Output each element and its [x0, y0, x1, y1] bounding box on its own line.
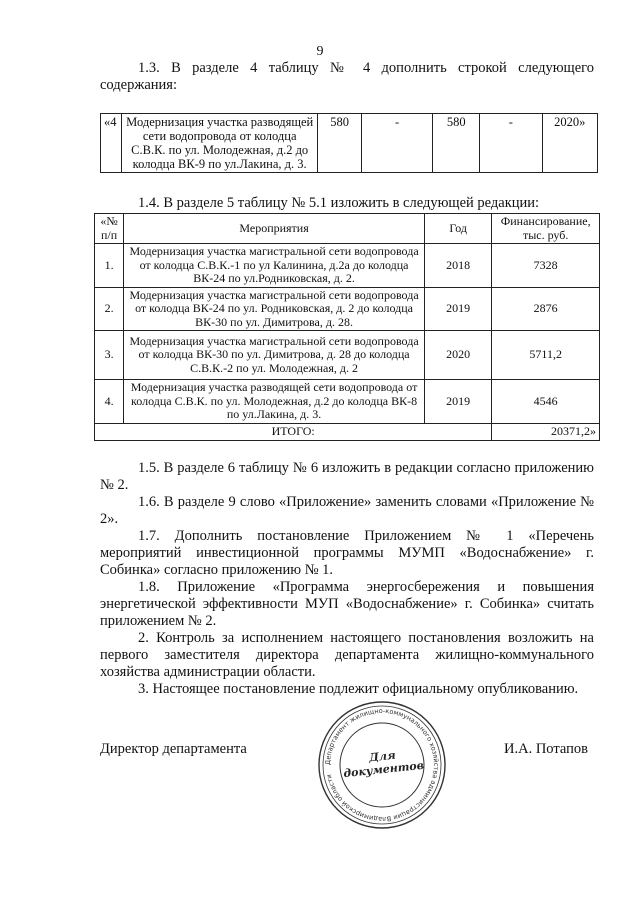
- header-event: Мероприятия: [124, 214, 425, 244]
- table-row: [95, 287, 600, 331]
- paragraph-3: 3. Настоящее постановление подлежит официальному опубликованию.: [138, 681, 579, 697]
- paragraph-1-5: 1.5. В разделе 6 таблицу № 6 изложить в редакции согласно приложению № 2.: [100, 460, 594, 493]
- row-num: 1.: [95, 244, 124, 288]
- table-row: [95, 244, 600, 288]
- cell-v1: 580: [318, 114, 361, 173]
- row-event: Модернизация участка магистральной сети водопровода от колодца ВК-30 по ул. Димитрова, д. 28 до колодца С.В.К.-2 по ул. Молодежная, д. 2: [124, 331, 425, 380]
- seal-ring-text: Департамент жилищно-коммунального хозяйства администрации Владимирской области: [323, 706, 441, 824]
- header-finance: Финансирование, тыс. руб.: [492, 214, 600, 244]
- cell-num: «4: [101, 114, 122, 173]
- table-total-row: [95, 423, 600, 440]
- cell-v4: -: [480, 114, 542, 173]
- table-row: [95, 380, 600, 424]
- header-year: Год: [424, 214, 491, 244]
- row-finance: 4546: [492, 380, 600, 424]
- row-year: 2019: [424, 287, 491, 331]
- table-row: [101, 114, 598, 173]
- page-number: 9: [316, 44, 324, 59]
- header-num: «№ п/п: [95, 214, 124, 244]
- row-finance: 2876: [492, 287, 600, 331]
- row-finance: 5711,2: [492, 331, 600, 380]
- seal-center-text: Для документов: [342, 748, 425, 781]
- paragraph-2: 2. Контроль за исполнением настоящего постановления возложить на первого заместителя директора департамента жилищно-коммунального хозяйства администрации области.: [100, 630, 594, 680]
- cell-v2: -: [361, 114, 432, 173]
- row-year: 2019: [424, 380, 491, 424]
- paragraph-1-3: 1.3. В разделе 4 таблицу № 4 дополнить строкой следующего содержания:: [100, 60, 594, 93]
- row-num: 4.: [95, 380, 124, 424]
- paragraph-1-8: 1.8. Приложение «Программа энергосбережения и повышения энергетической эффективности МУП «Водоснабжение» г. Собинка» считать приложением № 2.: [100, 579, 594, 629]
- table-header-row: [95, 214, 600, 244]
- cell-name: Модернизация участка разводящей сети водопровода от колодца С.В.К. по ул. Молодежная, д.2 до колодца ВК-9 по ул.Лакина, д. 3.: [121, 114, 318, 173]
- row-finance: 7328: [492, 244, 600, 288]
- cell-year: 2020»: [542, 114, 597, 173]
- row-event: Модернизация участка разводящей сети водопровода от колодца С.В.К. по ул. Молодежная, д.2 до колодца ВК-8 по ул.Лакина, д. 3.: [124, 380, 425, 424]
- row-year: 2018: [424, 244, 491, 288]
- row-event: Модернизация участка магистральной сети водопровода от колодца ВК-24 по ул. Родниковская, д. 2 до колодца ВК-30 по ул. Димитрова, д. 28.: [124, 287, 425, 331]
- paragraph-1-4: 1.4. В разделе 5 таблицу № 5.1 изложить в следующей редакции:: [138, 195, 540, 211]
- table-4-row: [100, 113, 598, 173]
- signature-position: Директор департамента: [100, 741, 247, 757]
- cell-v3: 580: [433, 114, 480, 173]
- signature-name: И.А. Потапов: [504, 741, 588, 757]
- paragraph-1-7: 1.7. Дополнить постановление Приложением № 1 «Перечень мероприятий инвестиционной программы МУМП «Водоснабжение» г. Собинка» согласно приложению № 1.: [100, 528, 594, 578]
- total-label: ИТОГО:: [95, 423, 492, 440]
- row-num: 3.: [95, 331, 124, 380]
- paragraph-1-6: 1.6. В разделе 9 слово «Приложение» заменить словами «Приложение № 2».: [100, 494, 594, 527]
- row-year: 2020: [424, 331, 491, 380]
- total-value: 20371,2»: [492, 423, 600, 440]
- table-row: [95, 331, 600, 380]
- row-event: Модернизация участка магистральной сети водопровода от колодца С.В.К.-1 по ул Калинина, д.2а до колодца ВК-24 по ул.Родниковская, д. 2.: [124, 244, 425, 288]
- table-5-1: [94, 213, 600, 441]
- row-num: 2.: [95, 287, 124, 331]
